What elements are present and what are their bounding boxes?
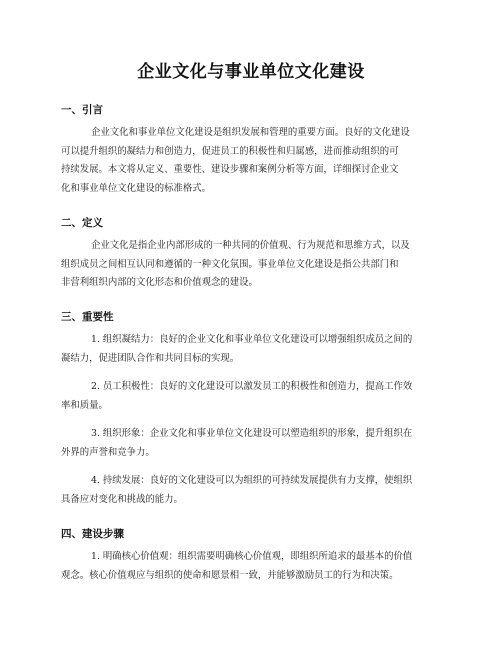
paragraph-line: 1. 组织凝结力：良好的企业文化和事业单位文化建设可以增强组织成员之间的 [91,334,413,345]
paragraph-line: 具备应对变化和挑战的能力。 [61,493,183,505]
paragraph-line: 凝结力，促进团队合作和共同目标的实现。 [61,352,240,364]
paragraph-line: 化和事业单位文化建设的标准格式。 [61,182,212,194]
section-heading-definition: 二、定义 [61,217,103,229]
paragraph-line: 率和质量。 [61,399,108,411]
list-item-motivation [61,378,443,415]
list-item-sustainability [61,472,443,509]
paragraph-line: 观念。核心价值观应与组织的使命和愿景相一致，并能够激励员工的行为和决策。 [61,569,399,581]
section-heading-importance: 三、重要性 [61,311,114,323]
paragraph-line: 外界的声誉和竞争力。 [61,446,155,458]
paragraph-line: 2. 员工积极性：良好的文化建设可以激发员工的积极性和创造力，提高工作效 [91,381,413,392]
list-item-cohesion [61,331,443,368]
paragraph-line: 持续发展。本文将从定义、重要性、建设步骤和案例分析等方面，详细探讨企业文 [61,164,399,176]
paragraph-line: 企业文化是指企业内部形成的一种共同的价值观、行为规范和思维方式，以及 [91,240,410,251]
paragraph-line: 组织成员之间相互认同和遵循的一种文化氛围。事业单位文化建设是指公共部门和 [61,258,399,270]
section-heading-steps: 四、建设步骤 [61,528,124,540]
paragraph-line: 企业文化和事业单位文化建设是组织发展和管理的重要方面。良好的文化建设 [91,127,410,138]
paragraph-introduction [61,124,443,198]
list-item-core-values [61,548,443,585]
paragraph-line: 可以提升组织的凝结力和创造力，促进员工的积极性和归属感，进而推动组织的可 [61,145,399,157]
document-title: 企业文化与事业单位文化建设 [137,62,365,82]
section-heading-introduction: 一、引言 [61,104,103,116]
paragraph-line: 3. 组织形象：企业文化和事业单位文化建设可以塑造组织的形象，提升组织在 [91,428,413,439]
paragraph-line: 1. 明确核心价值观：组织需要明确核心价值观，即组织所追求的最基本的价值 [91,551,413,562]
paragraph-definition [61,237,443,293]
paragraph-line: 非营利组织内部的文化形态和价值观念的建设。 [61,277,258,289]
list-item-image [61,425,443,462]
paragraph-line: 4. 持续发展：良好的文化建设可以为组织的可持续发展提供有力支撑，使组织 [91,475,413,486]
